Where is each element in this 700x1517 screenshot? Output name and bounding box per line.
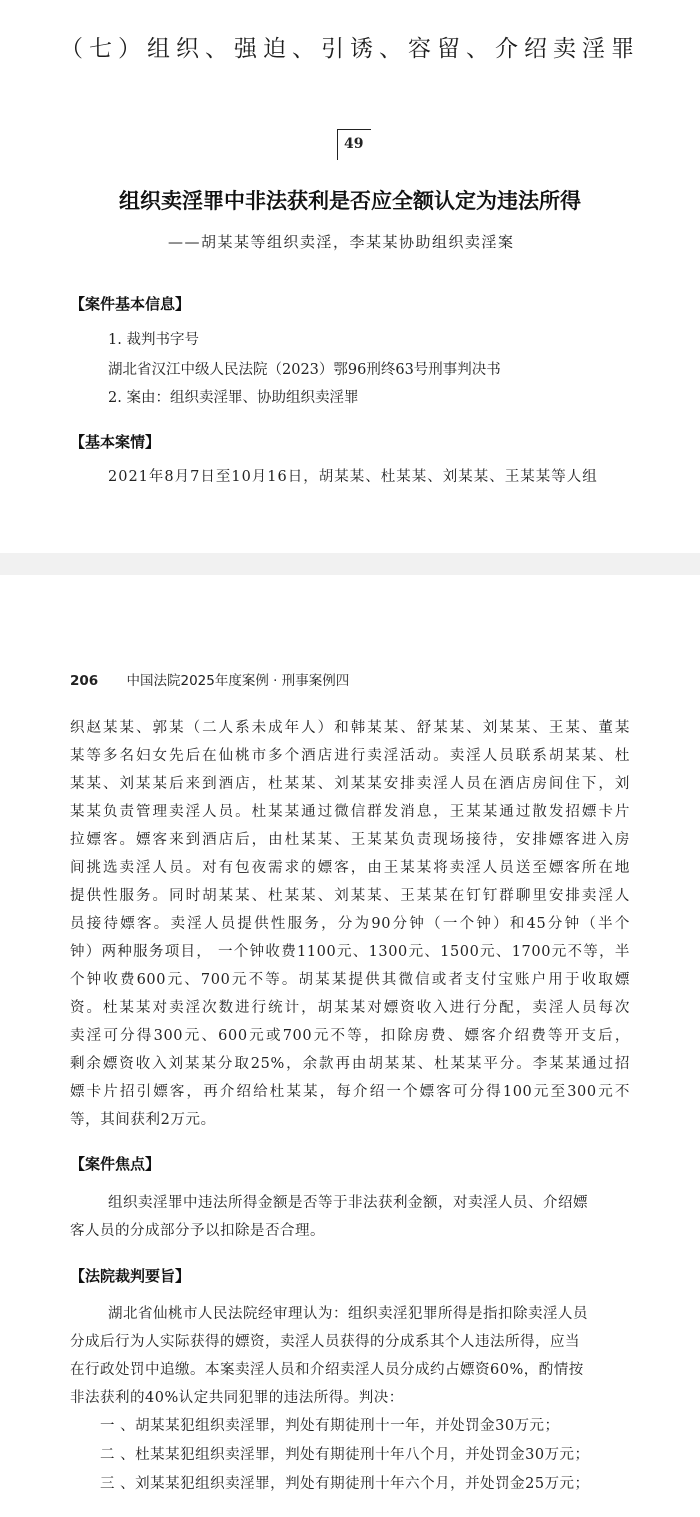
facts-line: 间挑选卖淫人员。对有包夜需求的嫖客，由王某某将卖淫人员送至嫖客所在地 [70,860,630,876]
page-number: 206 [70,673,99,689]
verdict-item: 一 、胡某某犯组织卖淫罪，判处有期徒刑十一年，并处罚金30万元； [100,1418,560,1434]
focus-line: 组织卖淫罪中违法所得金额是否等于非法获利金额，对卖淫人员、介绍嫖 [108,1195,588,1211]
running-header [70,669,349,689]
basic-info-line: 1. 裁判书字号 [108,332,199,348]
facts-line: 卖淫可分得300元、600元或700元不等，扣除房费、嫖客介绍费等开支后， [70,1028,630,1044]
facts-line: 某等多名妇女先后在仙桃市多个酒店进行卖淫活动。卖淫人员联系胡某某、杜 [70,748,630,764]
facts-line: 嫖卡片招引嫖客，再介绍给杜某某，每介绍一个嫖客可分得100元至300元不 [70,1084,630,1100]
case-title: 组织卖淫罪中非法获利是否应全额认定为违法所得 [119,189,581,213]
facts-line: 拉嫖客。嫖客来到酒店后，由杜某某、王某某负责现场接待，安排嫖客进入房 [70,832,630,848]
basic-info-line: 2. 案由：组织卖淫罪、协助组织卖淫罪 [108,390,359,406]
facts-line: 钟）两种服务项目， 一个钟收费1100元、1300元、1500元、1700元不等，半 [70,944,630,960]
facts-heading: 【基本案情】 [70,433,161,451]
facts-line: 员接待嫖客。卖淫人员提供性服务，分为90分钟（一个钟）和45分钟（半个 [70,916,630,932]
facts-line: 某某、刘某某后来到酒店，杜某某、刘某某安排卖淫人员在酒店房间住下，刘 [70,776,630,792]
facts-line: 剩余嫖资收入刘某某分取25%，余款再由胡某某、杜某某平分。李某某通过招 [70,1056,630,1072]
facts-line: 个钟收费600元、700元不等。胡某某提供其微信或者支付宝账户用于收取嫖 [70,972,630,988]
facts-line: 资。杜某某对卖淫次数进行统计，胡某某对嫖资收入进行分配，卖淫人员每次 [70,1000,630,1016]
ruling-line: 分成后行为人实际获得的嫖资，卖淫人员获得的分成系其个人违法所得，应当 [70,1334,580,1350]
focus-heading: 【案件焦点】 [70,1155,161,1173]
facts-first-line: 2021年8月7日至10月16日，胡某某、杜某某、刘某某、王某某等人组 [108,469,598,485]
case-number: 49 [344,136,364,152]
ruling-heading: 【法院裁判要旨】 [70,1267,191,1285]
page-separator [0,553,700,575]
basic-info-line: 湖北省汉江中级人民法院（2023）鄂96刑终63号刑事判决书 [108,362,501,378]
facts-line: 等，其间获利2万元。 [70,1112,216,1128]
ruling-line: 湖北省仙桃市人民法院经审理认为：组织卖淫犯罪所得是指扣除卖淫人员 [108,1306,588,1322]
facts-line: 织赵某某、郭某（二人系未成年人）和韩某某、舒某某、刘某某、王某、董某 [70,720,630,736]
facts-line: 某某负责管理卖淫人员。杜某某通过微信群发消息，王某某通过散发招嫖卡片 [70,804,630,820]
facts-line: 提供性服务。同时胡某某、杜某某、刘某某、王某某在钉钉群聊里安排卖淫人 [70,888,630,904]
ruling-line: 非法获利的40%认定共同犯罪的违法所得。判决： [70,1390,404,1406]
case-subtitle: ——胡某某等组织卖淫，李某某协助组织卖淫案 [168,233,515,251]
ruling-line: 在行政处罚中追缴。本案卖淫人员和介绍卖淫人员分成约占嫖资60%，酌情按 [70,1362,584,1378]
basic-info-heading: 【案件基本信息】 [70,295,191,313]
section-title: （七）组织、强迫、引诱、容留、介绍卖淫罪 [60,36,640,62]
focus-line: 客人员的分成部分予以扣除是否合理。 [70,1223,325,1239]
document-page-1 [0,0,700,553]
verdict-item: 三 、刘某某犯组织卖淫罪，判处有期徒刑十年六个月，并处罚金25万元； [100,1476,590,1492]
verdict-item: 二 、杜某某犯组织卖淫罪，判处有期徒刑十年八个月，并处罚金30万元； [100,1447,590,1463]
running-title: 中国法院2025年度案例 · 刑事案例四 [126,673,350,689]
